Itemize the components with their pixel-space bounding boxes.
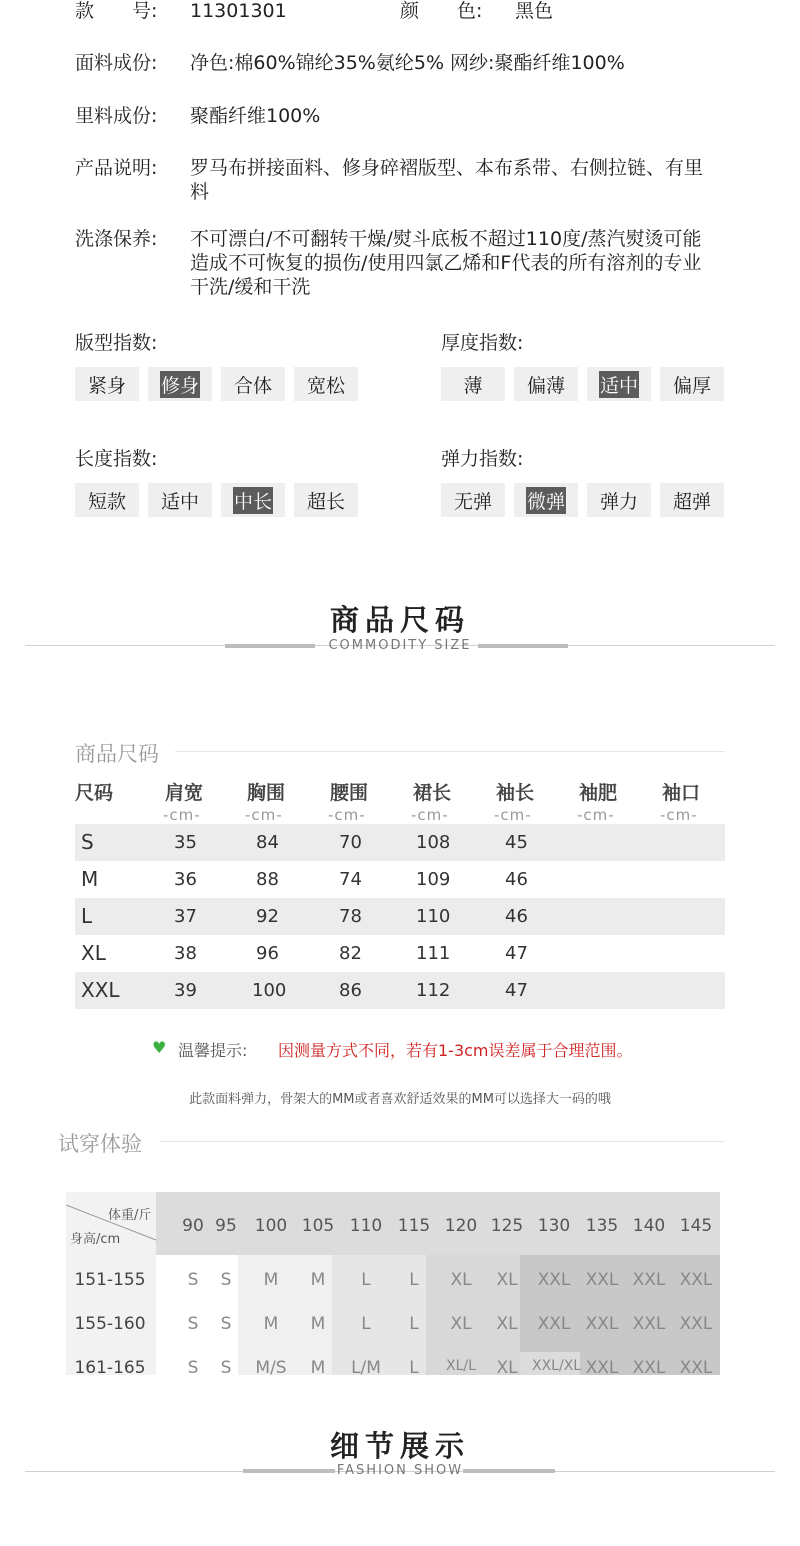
size-recommendation-cell: M [263,1270,279,1290]
height-cell: 161-165 [74,1358,146,1375]
elasticity-option[interactable]: 无弹 [441,483,505,517]
header-shoulder: 肩宽 [165,782,204,804]
length-option[interactable]: 适中 [148,483,212,517]
thickness-index-title: 厚度指数: [441,332,524,354]
unit-label: -cm- [494,806,532,824]
header-size: 尺码 [75,782,114,804]
size-section-subtitle: COMMODITY SIZE [328,638,472,653]
table-row: M 36 88 74 109 46 [81,867,528,891]
thickness-index-options [441,367,724,401]
length-option[interactable]: 超长 [294,483,358,517]
size-recommendation-cell: XL [496,1358,518,1375]
fit-option-selected[interactable]: 修身 [148,367,212,401]
weight-header-cell: 100 [254,1216,288,1236]
weight-header-cell: 145 [679,1216,713,1236]
header-sleeve-length: 袖长 [496,782,535,804]
weight-header-cell: 90 [182,1216,204,1236]
fit-option[interactable]: 紧身 [75,367,139,401]
size-recommendation-cell: L [361,1270,371,1290]
tip-text: 因测量方式不同，若有1-3cm误差属于合理范围。 [278,1041,633,1060]
size-recommendation-cell: L [409,1270,419,1290]
description-value: 罗马布拼接面料、修身碎褶版型、本布系带、右侧拉链、有里料 [190,157,704,203]
header-cuff: 袖口 [662,782,701,804]
size-recommendation-cell: XXL [537,1314,571,1334]
weight-header-cell: 120 [444,1216,478,1236]
size-recommendation-cell: XL [450,1314,472,1334]
corner-weight-label: 体重/斤 [108,1208,152,1223]
length-index-title: 长度指数: [75,448,158,470]
length-option[interactable]: 短款 [75,483,139,517]
care-label: 洗涤保养: [75,228,158,250]
unit-label: -cm- [163,806,201,824]
size-recommendation-cell: XXL [632,1270,666,1290]
elasticity-index-title: 弹力指数: [441,448,524,470]
height-cell: 155-160 [74,1314,146,1334]
table-row: XXL 39 100 86 112 47 [75,972,725,1009]
size-recommendation-cell: XL/L [446,1358,476,1374]
detail-section-subtitle: FASHION SHOW [336,1463,464,1478]
description-label: 产品说明: [75,157,158,179]
table-row: L 37 92 78 110 46 [75,898,725,935]
tip-label: 温馨提示: [178,1041,248,1060]
size-table-title: 商品尺码 [75,742,159,766]
size-recommendation-cell: XXL/XL [532,1358,582,1374]
item-no-value: 11301301 [190,0,287,22]
size-recommendation-cell: M [263,1314,279,1334]
size-recommendation-cell: S [220,1270,232,1290]
size-recommendation-cell: XXL [585,1358,619,1375]
corner-height-label: 身高/cm [70,1232,121,1247]
size-recommendation-cell: M [310,1358,326,1375]
size-recommendation-cell: L/M [351,1358,381,1375]
unit-label: -cm- [577,806,615,824]
fabric-value: 净色:棉60%锦纶35%氨纶5% 网纱:聚酯纤维100% [190,52,625,74]
height-cell: 151-155 [74,1270,146,1290]
fit-option[interactable]: 宽松 [294,367,358,401]
length-index-options [75,483,358,517]
fit-option[interactable]: 合体 [221,367,285,401]
size-recommendation-cell: XL [496,1314,518,1334]
elasticity-option[interactable]: 弹力 [587,483,651,517]
size-recommendation-cell: XXL [632,1314,666,1334]
weight-header-cell: 115 [397,1216,431,1236]
header-waist: 腰围 [330,782,369,804]
size-recommendation-cell: L [361,1314,371,1334]
size-recommendation-cell: XL [450,1270,472,1290]
size-recommendation-cell: XL [496,1270,518,1290]
length-option-selected[interactable]: 中长 [221,483,285,517]
item-no-label: 款 号: [75,0,158,22]
heart-icon: ♥ [152,1038,167,1057]
size-recommendation-cell: S [220,1314,232,1334]
unit-label: -cm- [328,806,366,824]
detail-section-title: 细节展示 [329,1429,470,1463]
table-row: XL 38 96 82 111 47 [81,941,528,965]
size-recommendation-cell: XXL [537,1270,571,1290]
weight-header-cell: 130 [537,1216,571,1236]
tryon-table [66,1192,720,1375]
weight-header-cell: 95 [215,1216,237,1236]
weight-header-cell: 110 [349,1216,383,1236]
weight-header-cell: 135 [585,1216,619,1236]
size-recommendation-cell: S [187,1358,199,1375]
fit-index-options [75,367,358,401]
size-recommendation-cell: M [310,1270,326,1290]
lining-label: 里料成份: [75,105,158,127]
lining-value: 聚酯纤维100% [190,105,321,127]
size-recommendation-cell: XXL [585,1270,619,1290]
elasticity-option[interactable]: 超弹 [660,483,724,517]
size-recommendation-cell: XXL [632,1358,666,1375]
elasticity-index-options [441,483,724,517]
table-row: S 35 84 70 108 45 [75,824,725,861]
weight-header-cell: 105 [301,1216,335,1236]
fabric-label: 面料成份: [75,52,158,74]
size-recommendation-cell: L [409,1314,419,1334]
divider [160,1141,725,1142]
size-recommendation-cell: M/S [255,1358,287,1375]
weight-header-cell: 140 [632,1216,666,1236]
size-recommendation-cell: XXL [679,1358,713,1375]
thickness-option[interactable]: 偏薄 [514,367,578,401]
tryon-title: 试穿体验 [58,1132,142,1156]
unit-label: -cm- [411,806,449,824]
fit-index-title: 版型指数: [75,332,158,354]
color-label: 颜 色: [400,0,483,22]
weight-header-cell: 125 [490,1216,524,1236]
size-recommendation-cell: L [409,1358,419,1375]
size-recommendation-cell: XXL [679,1314,713,1334]
unit-label: -cm- [245,806,283,824]
elasticity-option-selected[interactable]: 微弹 [514,483,578,517]
thickness-option[interactable]: 偏厚 [660,367,724,401]
header-sleeve-width: 袖肥 [579,782,618,804]
size-recommendation-cell: S [220,1358,232,1375]
unit-label: -cm- [660,806,698,824]
divider [175,751,725,752]
size-section-heading [0,598,800,658]
size-recommendation-cell: XXL [679,1270,713,1290]
size-section-title: 商品尺码 [329,603,470,637]
size-recommendation-cell: S [187,1270,199,1290]
header-skirt-length: 裙长 [413,782,452,804]
header-bust: 胸围 [247,782,286,804]
size-recommendation-cell: S [187,1314,199,1334]
color-value: 黑色 [515,0,554,22]
size-note: 此款面料弹力，骨架大的MM或者喜欢舒适效果的MM可以选择大一码的哦 [189,1092,611,1107]
size-recommendation-cell: M [310,1314,326,1334]
care-value: 不可漂白/不可翻转干燥/熨斗底板不超过110度/蒸汽熨烫可能造成不可恢复的损伤/使用四氯乙烯和F代表的所有溶剂的专业干洗/缓和干洗 [190,228,702,298]
size-recommendation-cell: XXL [585,1314,619,1334]
thickness-option-selected[interactable]: 适中 [587,367,651,401]
thickness-option[interactable]: 薄 [441,367,505,401]
